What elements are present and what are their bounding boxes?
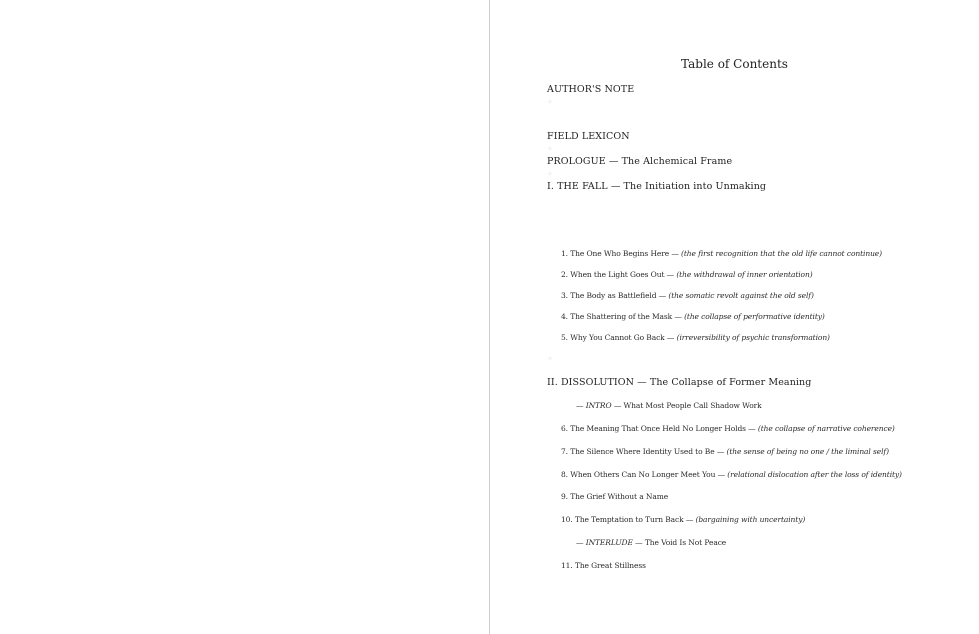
separator-sparkle-icon: ✧ <box>547 170 553 178</box>
separator-sparkle-icon: ✧ <box>547 355 553 363</box>
toc-chapter-2[interactable]: 2. When the Light Goes Out — (the withdrawal of inner orientation) <box>561 270 813 279</box>
toc-chapter-4[interactable]: 4. The Shattering of the Mask — (the collapse of performative identity) <box>561 312 825 321</box>
toc-chapter-5[interactable]: 5. Why You Cannot Go Back — (irreversibility of psychic transformation) <box>561 333 830 342</box>
toc-part-two[interactable]: II. DISSOLUTION — The Collapse of Former Meaning <box>547 377 812 388</box>
toc-chapter-8[interactable]: 8. When Others Can No Longer Meet You — (relational dislocation after the loss of identity) <box>561 470 902 479</box>
toc-chapter-3[interactable]: 3. The Body as Battlefield — (the somatic revolt against the old self) <box>561 291 814 300</box>
toc-chapter-6[interactable]: 6. The Meaning That Once Held No Longer Holds — (the collapse of narrative coherence) <box>561 424 895 433</box>
toc-chapter-1[interactable]: 1. The One Who Begins Here — (the first recognition that the old life cannot continue) <box>561 249 882 258</box>
toc-part-one[interactable]: I. THE FALL — The Initiation into Unmaking <box>547 181 767 192</box>
separator-sparkle-icon: ✧ <box>547 98 553 106</box>
toc-page <box>490 0 979 634</box>
toc-chapter-10[interactable]: 10. The Temptation to Turn Back — (bargaining with uncertainty) <box>561 515 806 524</box>
toc-field-lexicon[interactable]: FIELD LEXICON <box>547 131 630 142</box>
toc-interlude[interactable]: — INTERLUDE — The Void Is Not Peace <box>576 538 727 547</box>
toc-prologue[interactable]: PROLOGUE — The Alchemical Frame <box>547 156 733 167</box>
separator-sparkle-icon: ✧ <box>547 145 553 153</box>
toc-title: Table of Contents <box>681 57 788 71</box>
toc-intro[interactable]: — INTRO — What Most People Call Shadow Work <box>576 401 762 410</box>
toc-author-note[interactable]: AUTHOR'S NOTE <box>547 84 635 95</box>
toc-chapter-11[interactable]: 11. The Great Stillness <box>561 561 646 570</box>
toc-chapter-7[interactable]: 7. The Silence Where Identity Used to Be — (the sense of being no one / the liminal self) <box>561 447 889 456</box>
blank-left-page <box>0 0 489 634</box>
toc-chapter-9[interactable]: 9. The Grief Without a Name <box>561 492 669 501</box>
